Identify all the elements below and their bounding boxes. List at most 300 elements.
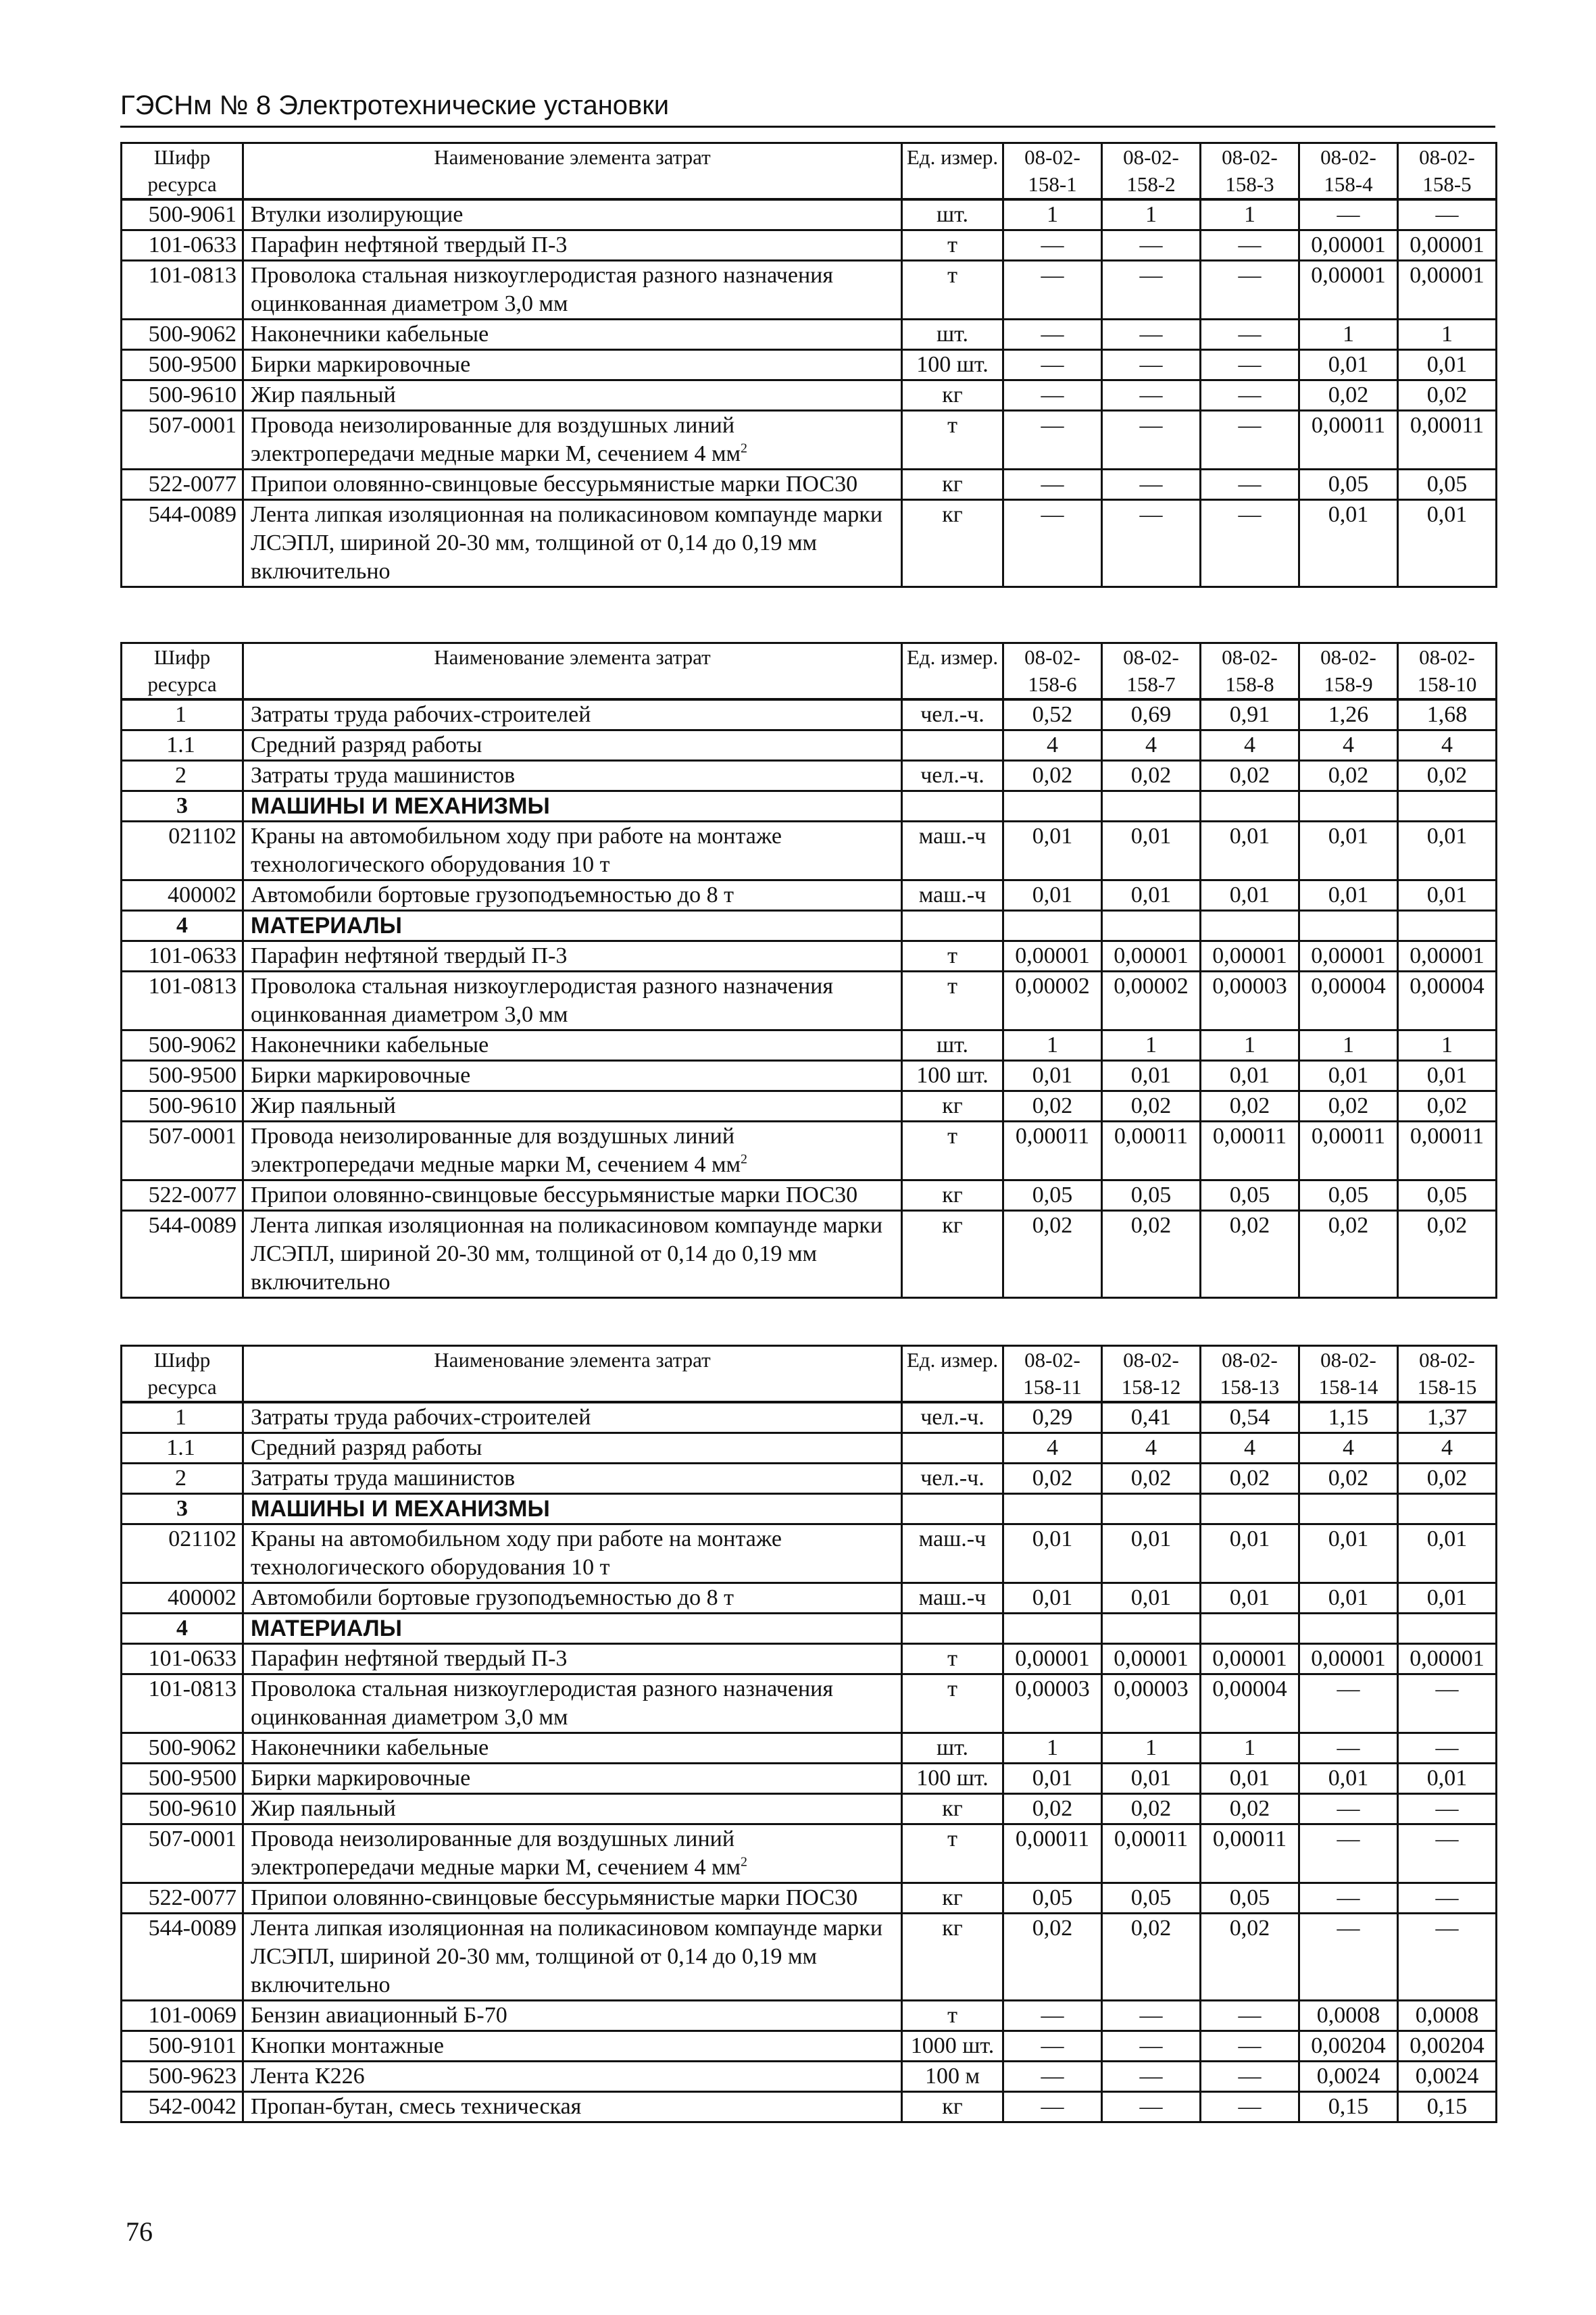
unit-cell: чел.-ч. — [902, 1464, 1003, 1494]
value-cell: 1 — [1102, 1733, 1201, 1764]
resource-name: Затраты труда рабочих-строителей — [243, 1402, 902, 1433]
value-cell: 0,15 — [1299, 2092, 1398, 2122]
empty-cell — [1398, 791, 1497, 822]
value-cell: — — [1201, 411, 1299, 470]
empty-cell — [902, 911, 1003, 941]
value-cell: 1 — [1102, 1030, 1201, 1061]
value-cell: 1 — [1201, 1030, 1299, 1061]
value-cell: 0,00204 — [1398, 2031, 1497, 2062]
superscript: 2 — [741, 1854, 748, 1870]
resource-name: Припои оловянно-свинцовые бессурьмянистые марки ПОС30 — [243, 1180, 902, 1211]
table-row — [122, 822, 1497, 880]
value-cell: 0,01 — [1398, 350, 1497, 380]
resource-code: 500-9062 — [122, 1030, 243, 1061]
value-cell: 0,02 — [1003, 1794, 1102, 1824]
unit-cell: 100 шт. — [902, 350, 1003, 380]
value-cell: 1,37 — [1398, 1402, 1497, 1433]
value-cell: — — [1201, 2031, 1299, 2062]
value-cell: 0,00001 — [1201, 941, 1299, 972]
resource-code: 1.1 — [122, 730, 243, 761]
value-cell: 1 — [1102, 199, 1201, 230]
unit-cell: т — [902, 972, 1003, 1030]
value-cell: 0,01 — [1102, 880, 1201, 911]
unit-cell: т — [902, 941, 1003, 972]
table-row — [122, 1122, 1497, 1180]
value-cell: — — [1201, 2092, 1299, 2122]
empty-cell — [1102, 911, 1201, 941]
value-cell: — — [1003, 261, 1102, 320]
value-cell: 0,02 — [1299, 1091, 1398, 1122]
table-row — [122, 1674, 1497, 1733]
resource-code: 507-0001 — [122, 1122, 243, 1180]
value-cell: 0,02 — [1398, 1211, 1497, 1298]
unit-cell: кг — [902, 1794, 1003, 1824]
value-cell: 0,00011 — [1398, 1122, 1497, 1180]
value-cell: — — [1201, 2062, 1299, 2092]
value-cell: 0,00004 — [1398, 972, 1497, 1030]
section-title: МАШИНЫ И МЕХАНИЗМЫ — [243, 1494, 902, 1524]
resource-code: 507-0001 — [122, 411, 243, 470]
value-cell: — — [1398, 1794, 1497, 1824]
resource-code: 2 — [122, 761, 243, 791]
resource-name: Средний разряд работы — [243, 1433, 902, 1464]
value-cell: — — [1201, 2001, 1299, 2031]
table-row — [122, 350, 1497, 380]
empty-cell — [1201, 1494, 1299, 1524]
value-cell: 0,02 — [1102, 1464, 1201, 1494]
value-cell: 0,01 — [1299, 1524, 1398, 1583]
unit-cell: т — [902, 2001, 1003, 2031]
value-cell: 0,01 — [1003, 1061, 1102, 1091]
value-cell: — — [1299, 1824, 1398, 1883]
value-cell: 0,00001 — [1003, 941, 1102, 972]
value-cell: 0,02 — [1398, 761, 1497, 791]
value-cell: 0,05 — [1398, 470, 1497, 500]
value-cell: 4 — [1102, 730, 1201, 761]
resource-code: 101-0813 — [122, 972, 243, 1030]
column-header-name: Наименование элемента затрат — [243, 643, 902, 700]
page-header: ГЭСНм № 8 Электротехнические установки — [120, 88, 1495, 128]
resource-code: 544-0089 — [122, 1914, 243, 2001]
resource-name: Парафин нефтяной твердый П-3 — [243, 941, 902, 972]
value-cell: 0,05 — [1201, 1180, 1299, 1211]
value-cell: 0,0008 — [1398, 2001, 1497, 2031]
unit-cell: чел.-ч. — [902, 699, 1003, 730]
table-row — [122, 730, 1497, 761]
resource-code: 500-9500 — [122, 350, 243, 380]
table-row — [122, 380, 1497, 411]
empty-cell — [1102, 791, 1201, 822]
value-cell: 0,01 — [1003, 1524, 1102, 1583]
column-header-norm-code: 08-02-158-2 — [1102, 143, 1201, 200]
value-cell: 0,05 — [1102, 1180, 1201, 1211]
value-cell: 0,00004 — [1299, 972, 1398, 1030]
empty-cell — [1201, 911, 1299, 941]
value-cell: — — [1003, 2092, 1102, 2122]
resource-name: Наконечники кабельные — [243, 1733, 902, 1764]
value-cell: 0,01 — [1398, 1764, 1497, 1794]
column-header-norm-code: 08-02-158-13 — [1201, 1346, 1299, 1403]
value-cell: 1 — [1003, 199, 1102, 230]
value-cell: — — [1398, 1914, 1497, 2001]
table-row — [122, 761, 1497, 791]
value-cell: 0,02 — [1299, 761, 1398, 791]
value-cell: 0,41 — [1102, 1402, 1201, 1433]
unit-cell: т — [902, 1122, 1003, 1180]
value-cell: — — [1003, 2001, 1102, 2031]
value-cell: 0,00001 — [1201, 1644, 1299, 1674]
column-header-norm-code: 08-02-158-12 — [1102, 1346, 1201, 1403]
value-cell: 0,15 — [1398, 2092, 1497, 2122]
value-cell: — — [1102, 380, 1201, 411]
resource-table-2 — [120, 642, 1497, 1299]
value-cell: 0,02 — [1102, 1211, 1201, 1298]
unit-cell: 100 м — [902, 2062, 1003, 2092]
resource-name: Провода неизолированные для воздушных линий электропередачи медные марки М, сечением 4 $мм^2$ — [243, 1122, 902, 1180]
resource-code: 500-9623 — [122, 2062, 243, 2092]
resource-code: 1.1 — [122, 1433, 243, 1464]
unit-cell: маш.-ч — [902, 880, 1003, 911]
value-cell: — — [1398, 199, 1497, 230]
value-cell: 0,00011 — [1201, 1824, 1299, 1883]
value-cell: 0,01 — [1201, 1061, 1299, 1091]
table-row — [122, 1914, 1497, 2001]
value-cell: — — [1299, 1733, 1398, 1764]
column-header-norm-code: 08-02-158-5 — [1398, 143, 1497, 200]
column-header-name: Наименование элемента затрат — [243, 1346, 902, 1403]
value-cell: — — [1003, 2031, 1102, 2062]
resource-code: 4 — [122, 1614, 243, 1644]
value-cell: 0,01 — [1201, 822, 1299, 880]
value-cell: 4 — [1003, 1433, 1102, 1464]
empty-cell — [1299, 1494, 1398, 1524]
table-row — [122, 2062, 1497, 2092]
empty-cell — [902, 1494, 1003, 1524]
value-cell: 0,0024 — [1398, 2062, 1497, 2092]
value-cell: 0,05 — [1398, 1180, 1497, 1211]
value-cell: 1,68 — [1398, 699, 1497, 730]
value-cell: 0,02 — [1398, 380, 1497, 411]
resource-code: 021102 — [122, 1524, 243, 1583]
value-cell: — — [1201, 230, 1299, 261]
value-cell: 0,02 — [1201, 761, 1299, 791]
unit-cell: кг — [902, 1180, 1003, 1211]
value-cell: 0,00011 — [1003, 1824, 1102, 1883]
value-cell: — — [1102, 320, 1201, 350]
value-cell: 0,05 — [1003, 1883, 1102, 1914]
value-cell: — — [1201, 470, 1299, 500]
resource-code: 500-9500 — [122, 1061, 243, 1091]
value-cell: 0,01 — [1102, 1061, 1201, 1091]
resource-name: Автомобили бортовые грузоподъемностью до 8 т — [243, 1583, 902, 1614]
value-cell: — — [1398, 1883, 1497, 1914]
value-cell: 1 — [1003, 1030, 1102, 1061]
resource-name: Кнопки монтажные — [243, 2031, 902, 2062]
resource-name: Провода неизолированные для воздушных линий электропередачи медные марки М, сечением 4 $мм^2$ — [243, 411, 902, 470]
resource-name: Жир паяльный — [243, 1091, 902, 1122]
resource-name: Жир паяльный — [243, 1794, 902, 1824]
value-cell: 0,00001 — [1398, 941, 1497, 972]
table-row — [122, 699, 1497, 730]
unit-cell: шт. — [902, 1733, 1003, 1764]
value-cell: 0,05 — [1003, 1180, 1102, 1211]
value-cell: 0,01 — [1102, 1764, 1201, 1794]
table-row — [122, 500, 1497, 587]
column-header-norm-code: 08-02-158-15 — [1398, 1346, 1497, 1403]
value-cell: 0,00001 — [1102, 941, 1201, 972]
value-cell: 1 — [1201, 1733, 1299, 1764]
table-row — [122, 1464, 1497, 1494]
value-cell: 0,01 — [1201, 1764, 1299, 1794]
unit-cell: т — [902, 261, 1003, 320]
empty-cell — [1398, 1614, 1497, 1644]
resource-name: Наконечники кабельные — [243, 1030, 902, 1061]
value-cell: 0,00001 — [1398, 230, 1497, 261]
resource-code: 500-9062 — [122, 1733, 243, 1764]
value-cell: 0,02 — [1201, 1211, 1299, 1298]
resource-name: Затраты труда рабочих-строителей — [243, 699, 902, 730]
value-cell: 0,01 — [1201, 1583, 1299, 1614]
value-cell: 0,52 — [1003, 699, 1102, 730]
section-title: МАШИНЫ И МЕХАНИЗМЫ — [243, 791, 902, 822]
value-cell: 0,02 — [1299, 1211, 1398, 1298]
column-header-norm-code: 08-02-158-3 — [1201, 143, 1299, 200]
empty-cell — [1398, 1494, 1497, 1524]
unit-cell: шт. — [902, 199, 1003, 230]
table-row — [122, 1794, 1497, 1824]
table-row — [122, 1030, 1497, 1061]
value-cell: 0,00011 — [1299, 411, 1398, 470]
table-row — [122, 880, 1497, 911]
page-number: 76 — [126, 2216, 153, 2247]
unit-cell: шт. — [902, 1030, 1003, 1061]
resource-name: Бирки маркировочные — [243, 1061, 902, 1091]
table-row — [122, 1644, 1497, 1674]
section-row — [122, 791, 1497, 822]
unit-cell: кг — [902, 1091, 1003, 1122]
resource-code: 522-0077 — [122, 470, 243, 500]
resource-code: 101-0633 — [122, 1644, 243, 1674]
resource-code: 544-0089 — [122, 1211, 243, 1298]
empty-cell — [1003, 911, 1102, 941]
value-cell: 0,02 — [1003, 1914, 1102, 2001]
value-cell: 0,02 — [1102, 1794, 1201, 1824]
value-cell: 1 — [1299, 320, 1398, 350]
resource-code: 1 — [122, 1402, 243, 1433]
column-header-unit: Ед. измер. — [902, 143, 1003, 200]
unit-cell: кг — [902, 2092, 1003, 2122]
resource-name: Проволока стальная низкоуглеродистая разного назначения оцинкованная диаметром 3,0 мм — [243, 1674, 902, 1733]
table-row — [122, 2031, 1497, 2062]
resource-code: 522-0077 — [122, 1180, 243, 1211]
resource-code: 500-9610 — [122, 380, 243, 411]
value-cell: 0,01 — [1299, 880, 1398, 911]
column-header-norm-code: 08-02-158-7 — [1102, 643, 1201, 700]
value-cell: 0,02 — [1003, 1464, 1102, 1494]
resource-name: Припои оловянно-свинцовые бессурьмянистые марки ПОС30 — [243, 1883, 902, 1914]
unit-cell: т — [902, 1674, 1003, 1733]
resource-code: 4 — [122, 911, 243, 941]
value-cell: 4 — [1201, 730, 1299, 761]
value-cell: 0,01 — [1398, 880, 1497, 911]
value-cell: 1,26 — [1299, 699, 1398, 730]
resource-code: 2 — [122, 1464, 243, 1494]
resource-code: 500-9062 — [122, 320, 243, 350]
value-cell: 0,00001 — [1299, 941, 1398, 972]
value-cell: 0,02 — [1003, 1211, 1102, 1298]
value-cell: 0,91 — [1201, 699, 1299, 730]
value-cell: 0,02 — [1102, 761, 1201, 791]
value-cell: 0,01 — [1102, 822, 1201, 880]
resource-name: Проволока стальная низкоуглеродистая разного назначения оцинкованная диаметром 3,0 мм — [243, 972, 902, 1030]
value-cell: 0,00001 — [1299, 1644, 1398, 1674]
resource-table-1 — [120, 142, 1497, 588]
table-row — [122, 1824, 1497, 1883]
resource-code: 101-0813 — [122, 1674, 243, 1733]
resource-code: 021102 — [122, 822, 243, 880]
value-cell: — — [1102, 350, 1201, 380]
value-cell: — — [1201, 350, 1299, 380]
resource-code: 500-9500 — [122, 1764, 243, 1794]
table-row — [122, 972, 1497, 1030]
resource-name: Наконечники кабельные — [243, 320, 902, 350]
value-cell: 0,05 — [1299, 1180, 1398, 1211]
resource-code: 500-9610 — [122, 1091, 243, 1122]
empty-cell — [1102, 1494, 1201, 1524]
value-cell: 0,01 — [1102, 1583, 1201, 1614]
unit-cell: 100 шт. — [902, 1764, 1003, 1794]
value-cell: 0,01 — [1299, 1061, 1398, 1091]
value-cell: — — [1102, 411, 1201, 470]
value-cell: 0,01 — [1201, 1524, 1299, 1583]
value-cell: 0,02 — [1299, 1464, 1398, 1494]
value-cell: — — [1398, 1824, 1497, 1883]
value-cell: 0,00001 — [1299, 261, 1398, 320]
value-cell: 1,15 — [1299, 1402, 1398, 1433]
value-cell: — — [1398, 1733, 1497, 1764]
empty-cell — [1003, 791, 1102, 822]
value-cell: 4 — [1299, 1433, 1398, 1464]
unit-cell: кг — [902, 380, 1003, 411]
unit-cell: маш.-ч — [902, 822, 1003, 880]
value-cell: 0,05 — [1102, 1883, 1201, 1914]
table-row — [122, 1402, 1497, 1433]
resource-name: Затраты труда машинистов — [243, 1464, 902, 1494]
value-cell: 0,00001 — [1003, 1644, 1102, 1674]
resource-name: Лента липкая изоляционная на поликасиновом компаунде марки ЛСЭПЛ, шириной 20-30 мм, толщиной от 0,14 до 0,19 мм включительно — [243, 500, 902, 587]
resource-name: Втулки изолирующие — [243, 199, 902, 230]
table-row — [122, 2001, 1497, 2031]
resource-name: Жир паяльный — [243, 380, 902, 411]
column-header-norm-code: 08-02-158-14 — [1299, 1346, 1398, 1403]
resource-code: 1 — [122, 699, 243, 730]
column-header-norm-code: 08-02-158-9 — [1299, 643, 1398, 700]
value-cell: 0,01 — [1003, 880, 1102, 911]
value-cell: — — [1102, 2092, 1201, 2122]
value-cell: 1 — [1398, 1030, 1497, 1061]
unit-cell: кг — [902, 470, 1003, 500]
resource-code: 500-9610 — [122, 1794, 243, 1824]
table-row — [122, 1583, 1497, 1614]
value-cell: — — [1102, 470, 1201, 500]
empty-cell — [1398, 911, 1497, 941]
value-cell: 0,01 — [1003, 1764, 1102, 1794]
value-cell: — — [1003, 380, 1102, 411]
unit-cell: 100 шт. — [902, 1061, 1003, 1091]
value-cell: 0,00001 — [1398, 261, 1497, 320]
table-row — [122, 1433, 1497, 1464]
value-cell: — — [1299, 1794, 1398, 1824]
superscript: 2 — [741, 1151, 748, 1167]
empty-cell — [1299, 911, 1398, 941]
value-cell: — — [1299, 199, 1398, 230]
empty-cell — [1201, 791, 1299, 822]
value-cell: 0,00004 — [1201, 1674, 1299, 1733]
value-cell: 0,29 — [1003, 1402, 1102, 1433]
value-cell: 0,02 — [1102, 1914, 1201, 2001]
unit-cell: маш.-ч — [902, 1524, 1003, 1583]
unit-cell: чел.-ч. — [902, 761, 1003, 791]
value-cell: 1 — [1003, 1733, 1102, 1764]
resource-name: Автомобили бортовые грузоподъемностью до 8 т — [243, 880, 902, 911]
column-header-code: Шифр ресурса — [122, 643, 243, 700]
resource-name: Парафин нефтяной твердый П-3 — [243, 1644, 902, 1674]
table-row — [122, 1883, 1497, 1914]
value-cell: — — [1003, 350, 1102, 380]
value-cell: 0,02 — [1201, 1914, 1299, 2001]
value-cell: 4 — [1398, 730, 1497, 761]
unit-cell: 1000 шт. — [902, 2031, 1003, 2062]
value-cell: 0,01 — [1201, 880, 1299, 911]
value-cell: 0,00003 — [1201, 972, 1299, 1030]
column-header-norm-code: 08-02-158-11 — [1003, 1346, 1102, 1403]
column-header-unit: Ед. измер. — [902, 1346, 1003, 1403]
value-cell: 4 — [1003, 730, 1102, 761]
resource-name: Бирки маркировочные — [243, 1764, 902, 1794]
value-cell: — — [1003, 470, 1102, 500]
unit-cell: кг — [902, 1211, 1003, 1298]
unit-cell: маш.-ч — [902, 1583, 1003, 1614]
value-cell: — — [1201, 380, 1299, 411]
value-cell: 0,00002 — [1003, 972, 1102, 1030]
unit-cell: чел.-ч. — [902, 1402, 1003, 1433]
value-cell: 4 — [1201, 1433, 1299, 1464]
value-cell: 0,02 — [1299, 380, 1398, 411]
resource-name: Проволока стальная низкоуглеродистая разного назначения оцинкованная диаметром 3,0 мм — [243, 261, 902, 320]
value-cell: 0,01 — [1003, 1583, 1102, 1614]
resource-code: 500-9101 — [122, 2031, 243, 2062]
value-cell: 0,00011 — [1102, 1122, 1201, 1180]
resource-name: Средний разряд работы — [243, 730, 902, 761]
value-cell: — — [1201, 261, 1299, 320]
value-cell: — — [1299, 1883, 1398, 1914]
value-cell: 0,05 — [1201, 1883, 1299, 1914]
table-row — [122, 320, 1497, 350]
value-cell: 1 — [1201, 199, 1299, 230]
value-cell: 0,69 — [1102, 699, 1201, 730]
value-cell: — — [1003, 2062, 1102, 2092]
section-title: МАТЕРИАЛЫ — [243, 911, 902, 941]
column-header-unit: Ед. измер. — [902, 643, 1003, 700]
value-cell: 0,01 — [1299, 1583, 1398, 1614]
table-row — [122, 1764, 1497, 1794]
section-row — [122, 911, 1497, 941]
value-cell: 0,02 — [1003, 1091, 1102, 1122]
value-cell: 0,00001 — [1299, 230, 1398, 261]
value-cell: 0,00011 — [1299, 1122, 1398, 1180]
value-cell: 0,0024 — [1299, 2062, 1398, 2092]
resource-name: Лента липкая изоляционная на поликасиновом компаунде марки ЛСЭПЛ, шириной 20-30 мм, толщиной от 0,14 до 0,19 мм включительно — [243, 1211, 902, 1298]
